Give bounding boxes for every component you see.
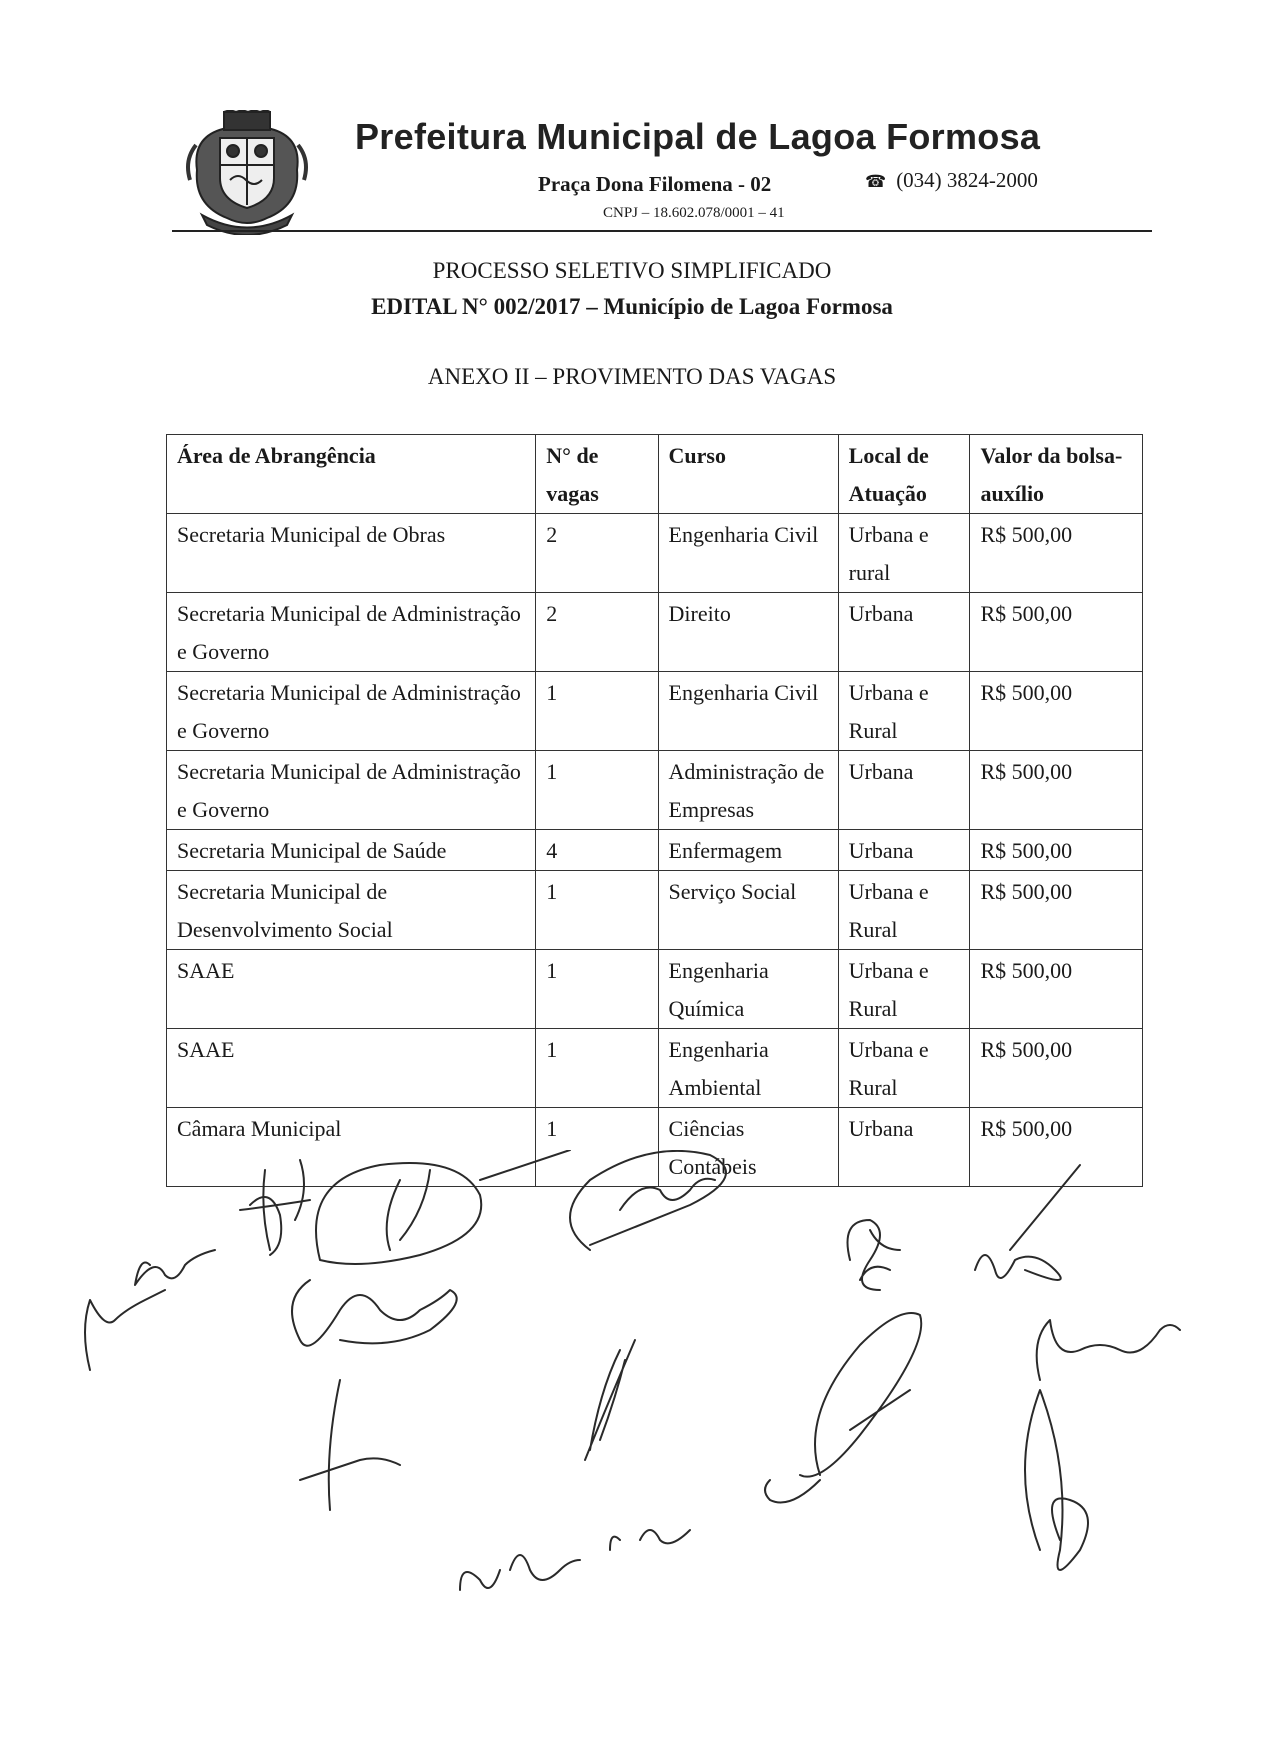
signature-12	[460, 1530, 690, 1590]
coat-of-arms-icon	[182, 110, 312, 235]
cell-vagas: 1	[536, 871, 658, 950]
cell-curso: Direito	[658, 593, 838, 672]
table-row	[167, 830, 1143, 871]
cnpj-text: CNPJ – 18.602.078/0001 – 41	[603, 205, 785, 221]
cell-curso: Serviço Social	[658, 871, 838, 950]
cell-valor: R$ 500,00	[970, 672, 1143, 751]
cell-curso: Engenharia Química	[658, 950, 838, 1029]
signature-10	[585, 1340, 635, 1460]
signature-14	[765, 1480, 820, 1503]
header-vagas: N° de vagas	[536, 435, 658, 514]
cell-valor: R$ 500,00	[970, 830, 1143, 871]
cell-valor: R$ 500,00	[970, 593, 1143, 672]
signature-9	[800, 1313, 921, 1477]
cell-area: SAAE	[167, 950, 536, 1029]
edital-title: EDITAL N° 002/2017 – Município de Lagoa Formosa	[371, 294, 893, 319]
signature-8	[1037, 1320, 1180, 1380]
signature-4	[85, 1250, 215, 1370]
cell-local: Urbana e Rural	[838, 871, 970, 950]
header-local: Local de Atuação	[838, 435, 970, 514]
cell-valor: R$ 500,00	[970, 871, 1143, 950]
cell-area: Secretaria Municipal de Obras	[167, 514, 536, 593]
cell-local: Urbana	[838, 830, 970, 871]
cell-valor: R$ 500,00	[970, 1029, 1143, 1108]
table-header-row	[167, 435, 1143, 514]
cell-valor: R$ 500,00	[970, 950, 1143, 1029]
cell-local: Urbana	[838, 1108, 970, 1187]
cell-local: Urbana e rural	[838, 514, 970, 593]
signature-11	[300, 1380, 400, 1510]
header-curso: Curso	[658, 435, 838, 514]
cell-area: Secretaria Municipal de Administração e Governo	[167, 593, 536, 672]
cell-local: Urbana e Rural	[838, 672, 970, 751]
cell-area: Secretaria Municipal de Saúde	[167, 830, 536, 871]
cell-area: SAAE	[167, 1029, 536, 1108]
cell-valor: R$ 500,00	[970, 1108, 1143, 1187]
address-text: Praça Dona Filomena - 02	[538, 172, 772, 196]
table-row	[167, 1029, 1143, 1108]
header-area: Área de Abrangência	[167, 435, 536, 514]
annex-title: ANEXO II – PROVIMENTO DAS VAGAS	[427, 364, 837, 389]
cell-area: Secretaria Municipal de Desenvolvimento Social	[167, 871, 536, 950]
signature-3	[570, 1151, 726, 1250]
cell-curso: Ciências Contábeis	[658, 1108, 838, 1187]
signature-6	[848, 1220, 901, 1290]
cell-vagas: 2	[536, 593, 658, 672]
cell-vagas: 1	[536, 1108, 658, 1187]
cell-vagas: 1	[536, 950, 658, 1029]
cell-local: Urbana e Rural	[838, 1029, 970, 1108]
vacancies-table	[166, 434, 1143, 1187]
header-valor: Valor da bolsa-auxílio	[970, 435, 1143, 514]
cell-vagas: 1	[536, 1029, 658, 1108]
cell-curso: Engenharia Civil	[658, 514, 838, 593]
cell-vagas: 1	[536, 751, 658, 830]
header-divider	[172, 230, 1152, 232]
signature-5	[292, 1280, 457, 1346]
telephone-icon: ☎	[865, 172, 887, 191]
signature-1	[240, 1160, 310, 1255]
cell-area: Câmara Municipal	[167, 1108, 536, 1187]
phone-line	[865, 168, 1038, 193]
cell-vagas: 2	[536, 514, 658, 593]
table-row	[167, 672, 1143, 751]
cell-vagas: 4	[536, 830, 658, 871]
table-row	[167, 871, 1143, 950]
signature-2	[316, 1150, 570, 1264]
signature-7	[975, 1165, 1080, 1280]
municipality-title: Prefeitura Municipal de Lagoa Formosa	[355, 116, 1041, 157]
table-row	[167, 751, 1143, 830]
cell-curso: Engenharia Civil	[658, 672, 838, 751]
cell-local: Urbana e Rural	[838, 950, 970, 1029]
phone-number: (034) 3824-2000	[896, 168, 1038, 192]
cell-valor: R$ 500,00	[970, 751, 1143, 830]
table-row	[167, 514, 1143, 593]
process-title: PROCESSO SELETIVO SIMPLIFICADO	[432, 258, 832, 283]
cell-area: Secretaria Municipal de Administração e Governo	[167, 751, 536, 830]
table-row	[167, 593, 1143, 672]
cell-valor: R$ 500,00	[970, 514, 1143, 593]
cell-local: Urbana	[838, 751, 970, 830]
cell-curso: Administração de Empresas	[658, 751, 838, 830]
cell-curso: Enfermagem	[658, 830, 838, 871]
cell-curso: Engenharia Ambiental	[658, 1029, 838, 1108]
cell-local: Urbana	[838, 593, 970, 672]
signature-13	[1025, 1390, 1088, 1570]
signatures-area	[0, 1150, 1264, 1710]
cell-area: Secretaria Municipal de Administração e Governo	[167, 672, 536, 751]
cell-vagas: 1	[536, 672, 658, 751]
table-row	[167, 950, 1143, 1029]
